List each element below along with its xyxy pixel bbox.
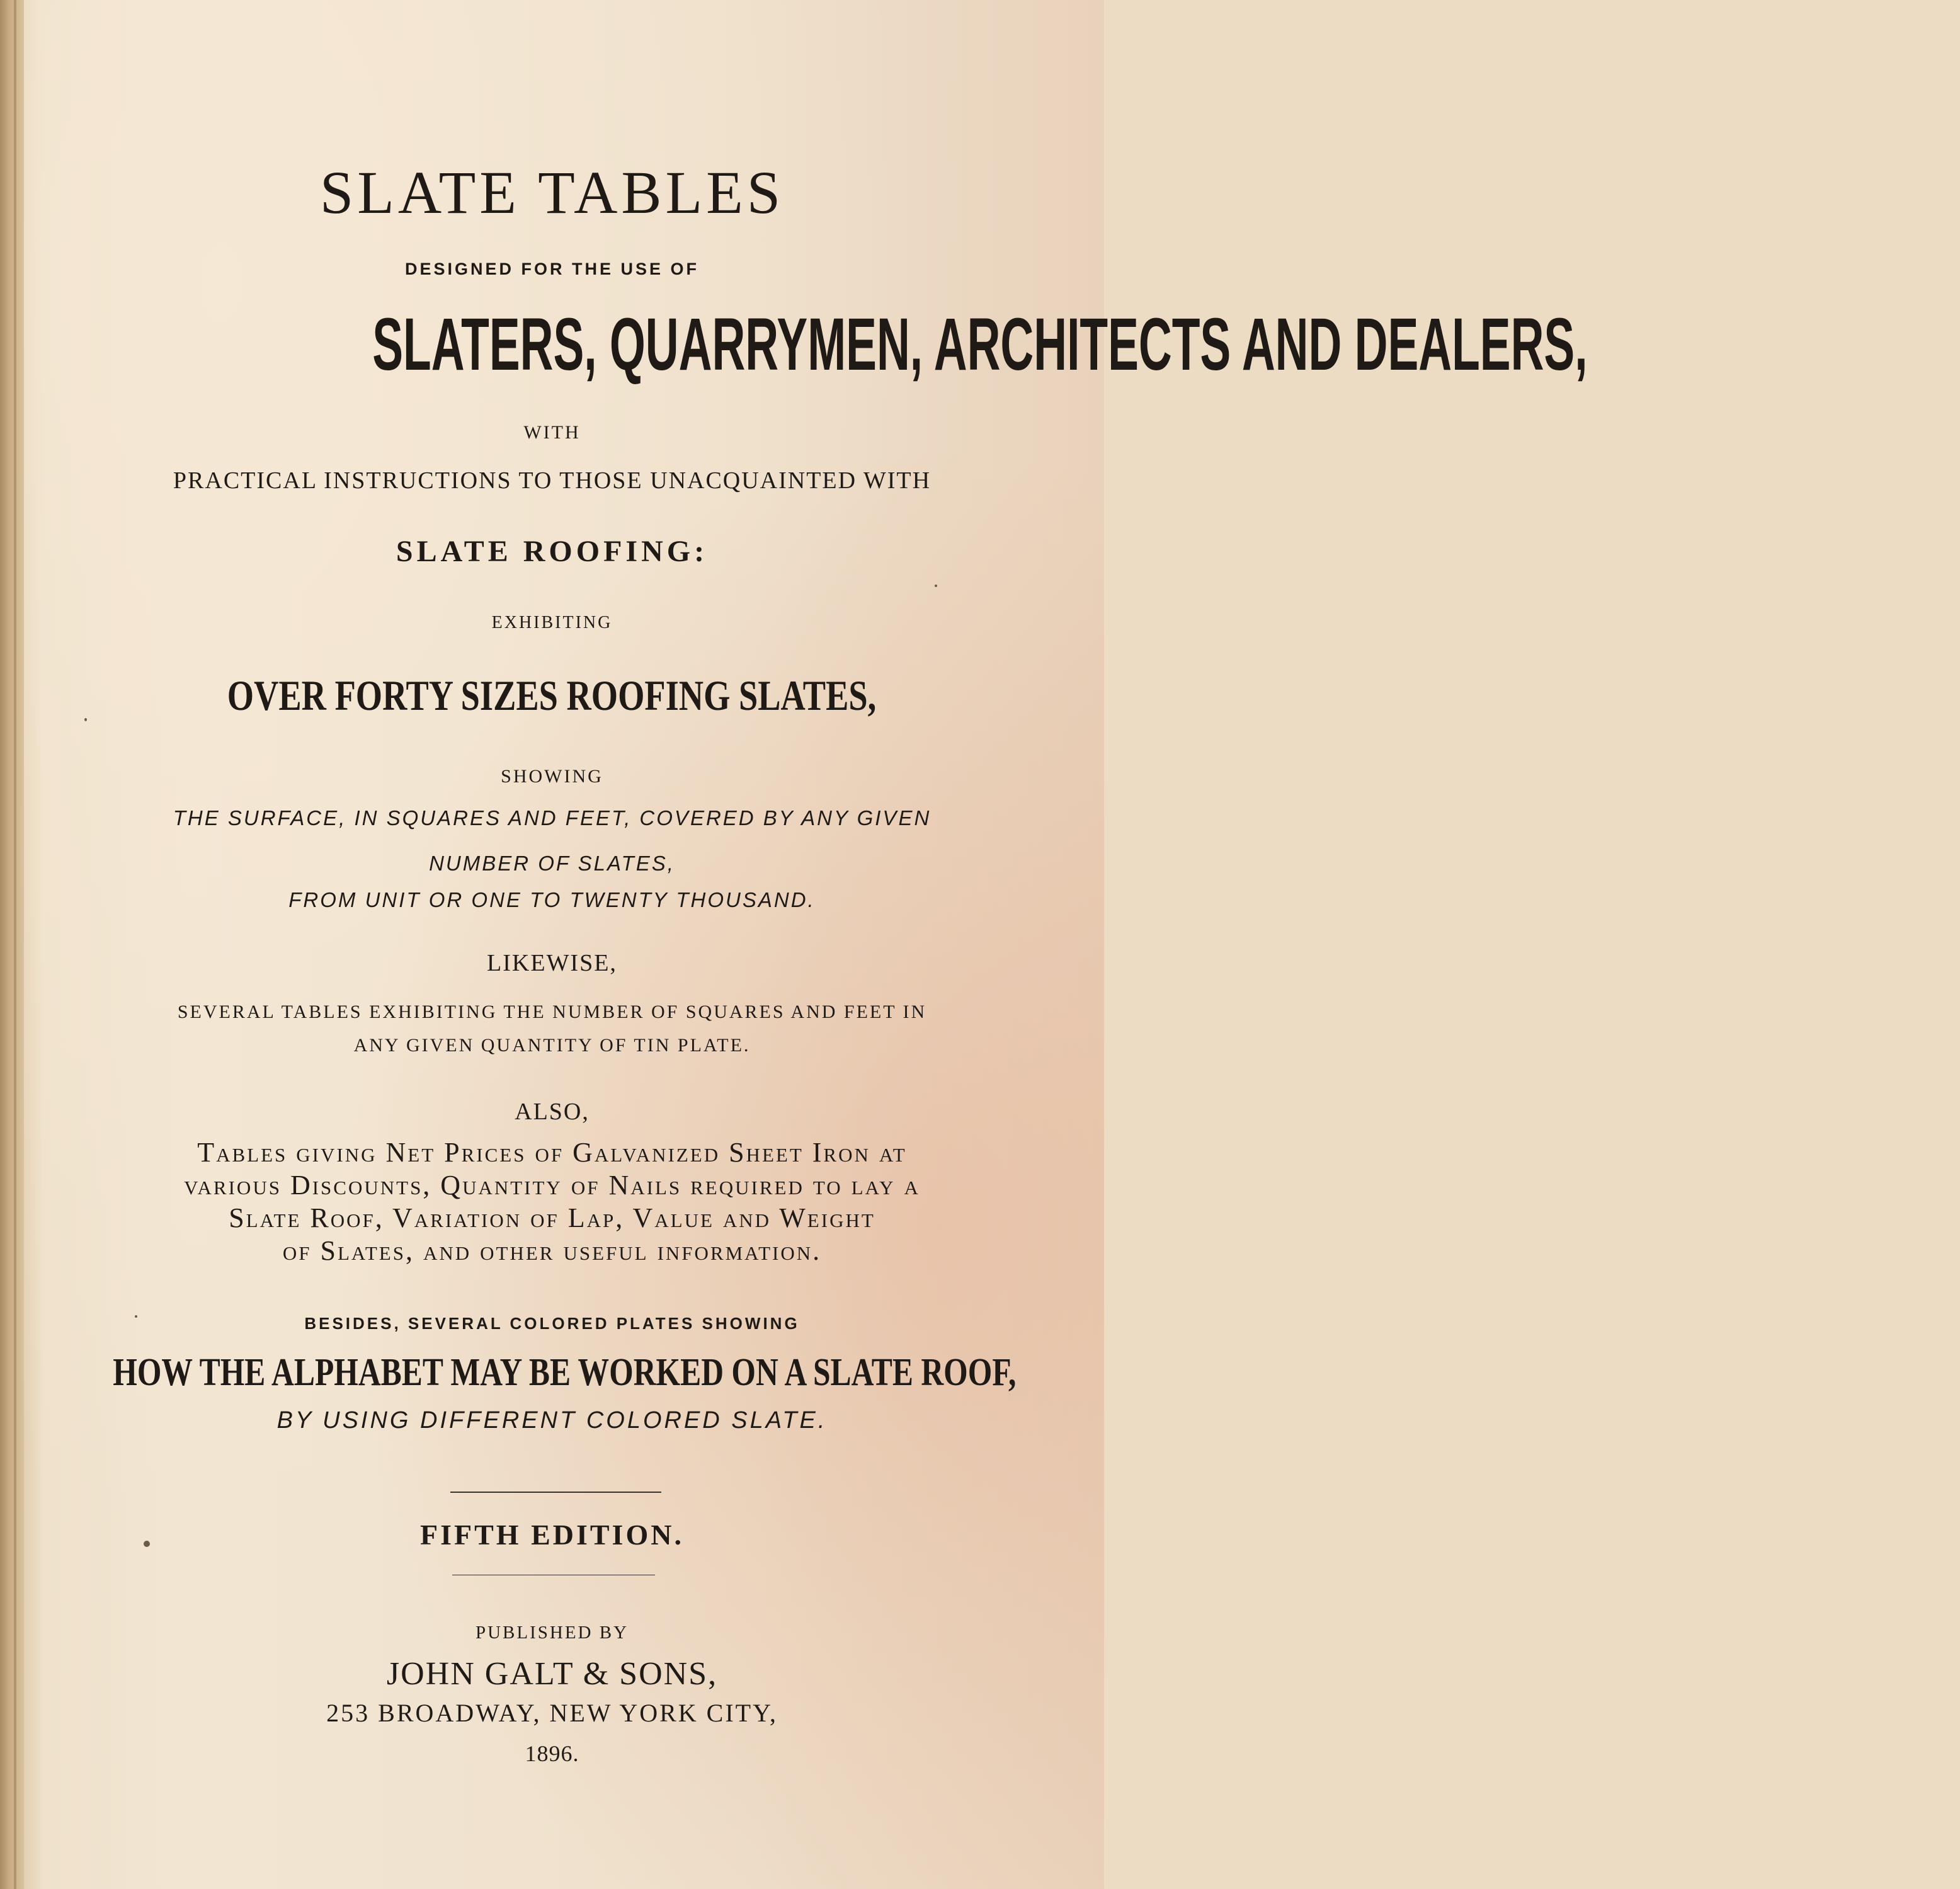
paper-speck xyxy=(84,718,87,721)
sizes-text: OVER FORTY SIZES ROOFING SLATES, xyxy=(227,671,877,719)
likewise-line: LIKEWISE, xyxy=(487,950,617,976)
edition-line: FIFTH EDITION. xyxy=(420,1519,684,1551)
spine-shadow xyxy=(14,0,16,1889)
book-title: SLATE TABLES xyxy=(319,159,785,226)
exhibiting-line: EXHIBITING xyxy=(491,613,613,632)
surface-line-3: FROM UNIT OR ONE TO TWENTY THOUSAND. xyxy=(288,888,816,911)
publication-year: 1896. xyxy=(525,1741,579,1766)
publisher-address: 253 BROADWAY, NEW YORK CITY, xyxy=(326,1699,778,1727)
showing-line: SHOWING xyxy=(501,766,603,787)
also-line: ALSO, xyxy=(515,1099,590,1125)
tables-line-1: Tables giving Net Prices of Galvanized Sheet Iron at xyxy=(197,1137,907,1168)
surface-line-2: NUMBER OF SLATES, xyxy=(429,852,675,875)
designed-for-line: DESIGNED FOR THE USE OF xyxy=(404,260,700,278)
publisher-name: JOHN GALT & SONS, xyxy=(386,1656,718,1692)
paper-speck xyxy=(935,585,937,587)
with-line: WITH xyxy=(523,422,581,443)
audience-text: SLATERS, QUARRYMEN, ARCHITECTS AND DEALERS, xyxy=(372,303,1588,386)
tin-line-2: ANY GIVEN QUANTITY OF TIN PLATE. xyxy=(353,1035,751,1056)
practical-instructions-line: PRACTICAL INSTRUCTIONS TO THOSE UNACQUAINTED WITH xyxy=(173,467,932,494)
besides-line: BESIDES, SEVERAL COLORED PLATES SHOWING xyxy=(304,1314,800,1333)
colored-slate-line: BY USING DIFFERENT COLORED SLATE. xyxy=(276,1407,828,1434)
paper-speck xyxy=(135,1315,137,1318)
page-spine-edge xyxy=(0,0,24,1889)
divider-rule-top xyxy=(450,1492,661,1493)
paper-speck xyxy=(144,1541,150,1547)
tables-line-3: Slate Roof, Variation of Lap, Value and Weight xyxy=(229,1202,875,1233)
tables-line-2: various Discounts, Quantity of Nails required to lay a xyxy=(184,1170,920,1201)
alphabet-heading xyxy=(0,1353,1104,1392)
published-by-line: PUBLISHED BY xyxy=(475,1623,629,1643)
tin-line-1: SEVERAL TABLES EXHIBITING THE NUMBER OF SQUARES AND FEET IN xyxy=(177,1002,927,1022)
tables-line-4: of Slates, and other useful information. xyxy=(282,1235,822,1266)
slate-roofing-heading: SLATE ROOFING: xyxy=(396,535,709,568)
alphabet-text: HOW THE ALPHABET MAY BE WORKED ON A SLATE ROOF, xyxy=(113,1351,1017,1394)
surface-line-1: THE SURFACE, IN SQUARES AND FEET, COVERED BY ANY GIVEN xyxy=(173,806,932,830)
audience-heading xyxy=(0,303,1588,386)
sizes-heading xyxy=(0,671,1104,719)
